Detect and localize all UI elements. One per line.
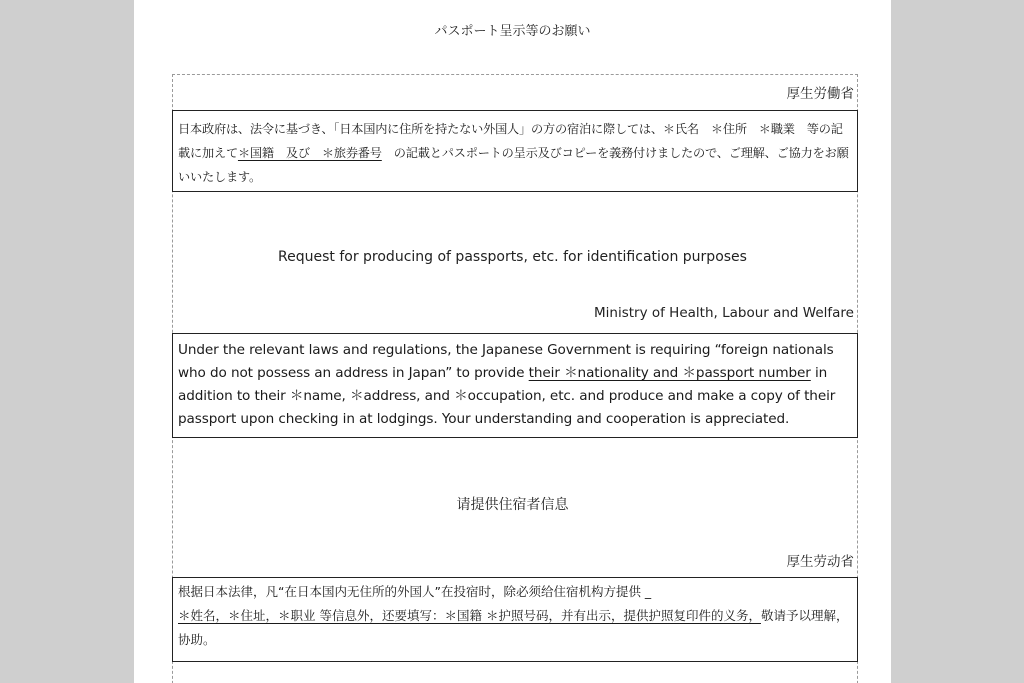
page-title: パスポート呈示等のお願い xyxy=(434,24,591,39)
ministry-name-english: Ministry of Health, Labour and Welfare xyxy=(594,305,854,321)
section-title-english: Request for producing of passports, etc. for identification purposes xyxy=(278,249,747,265)
notice-text-japanese-end: の記載とパスポートの呈示及びコピーを義務付けましたので、ご理解、ご協力をお願いいたします。 xyxy=(178,146,849,184)
notice-text-chinese-line1: 根据日本法律，凡“在日本国内无住所的外国人”在投宿时，除必须给住宿机构方提供 _ xyxy=(178,584,652,599)
notice-text-english-start: Under the relevant laws and regulations, the Japanese Government is requiring “foreign nationals who do not possess an address in Japan” to provide xyxy=(178,342,834,381)
notice-text-english-end: in addition to their ＊name, ＊address, and ＊occupation, etc. and produce and make a copy of their passport upon checking in at lodgings. Your understanding and cooperation is appreciated. xyxy=(178,365,836,427)
section-title-chinese: 请提供住宿者信息 xyxy=(456,497,569,513)
ministry-name-chinese: 厚生劳动省 xyxy=(786,554,854,570)
notice-text-japanese-start: 日本政府は、法令に基づき、「日本国内に住所を持たない外国人」の方の宿泊に際しては、＊氏名 ＊住所 ＊職業 等の記載に加えて xyxy=(178,122,843,160)
notice-box-japanese xyxy=(172,110,858,192)
document-page xyxy=(134,0,891,683)
notice-text-chinese-underlined: ＊姓名，＊住址，＊职业 等信息外，还要填写：＊国籍 ＊护照号码，并有出示，提供护照复印件的义务， xyxy=(178,608,761,623)
notice-text-japanese-underlined: ＊国籍 及び ＊旅券番号 xyxy=(237,146,382,160)
notice-text-chinese-end: 敬请予以理解，协助。 xyxy=(178,608,849,647)
ministry-name-japanese: 厚生労働省 xyxy=(786,86,854,102)
notice-box-english xyxy=(172,333,858,438)
notice-box-chinese xyxy=(172,577,858,662)
notice-text-english-underlined: their ＊nationality and ＊passport number xyxy=(528,365,811,381)
